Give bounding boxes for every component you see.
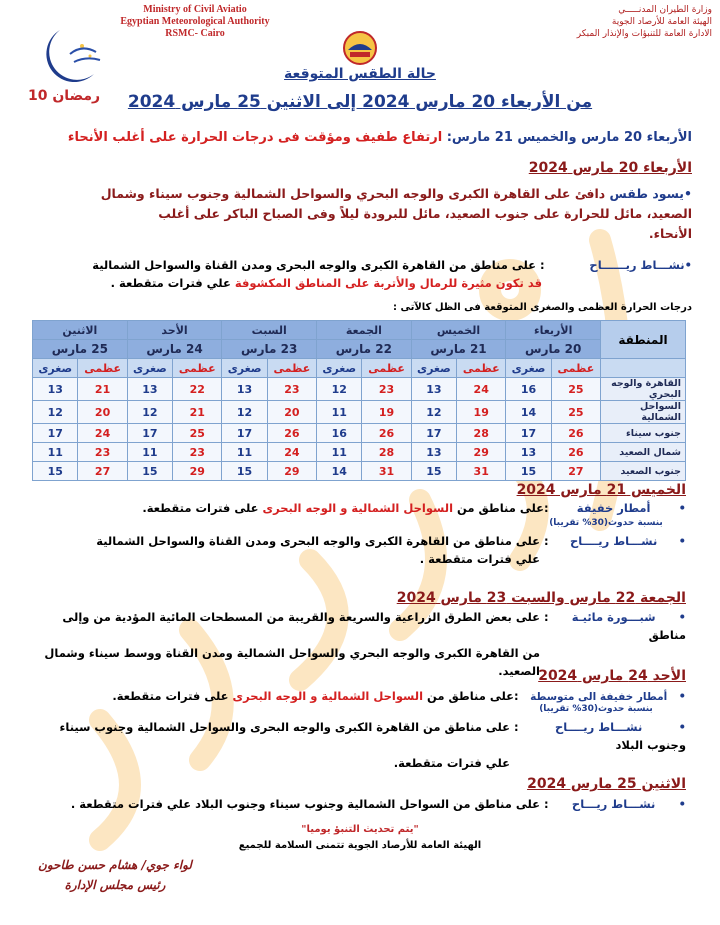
- signature-name: لواء جوي/ هشام حسن طاحون: [38, 858, 192, 872]
- max-label: عظمى: [173, 359, 222, 378]
- fri-fog-label: شبـــورة مائيـة: [571, 610, 656, 624]
- sun-rain-text-a: :على مناطق من: [427, 689, 519, 703]
- day-name: الأحد: [127, 321, 222, 340]
- thu-rain-note: بنسبة حدوث(30% تقريبا): [549, 518, 663, 528]
- min-label: صغرى: [127, 359, 172, 378]
- min-temp-cell: 17: [33, 424, 78, 443]
- min-temp-cell: 11: [33, 443, 78, 462]
- max-temp-cell: 23: [362, 378, 411, 401]
- day-date: 22 مارس: [317, 340, 412, 359]
- fri-fog-line1: : على بعض الطرق الزراعية والسريعة والقريبة من المسطحات المائية المؤدية من وإلى مناطق: [62, 610, 686, 642]
- wed-section-title: الأربعاء 20 مارس 2024: [528, 160, 692, 176]
- table-row: [33, 424, 686, 443]
- min-temp-cell: 12: [222, 401, 267, 424]
- region-cell: القاهرة والوجه البحري: [601, 378, 686, 401]
- day-name: الاثنين: [33, 321, 128, 340]
- header-arabic: [492, 4, 712, 40]
- mon-wind-label: نشـــاط ريـــاح: [571, 797, 656, 811]
- day-name: الأربعاء: [506, 321, 601, 340]
- wed-weather-line2d: ليلاً وفى الصباح الباكر على أغلب: [158, 206, 360, 221]
- min-temp-cell: 12: [411, 401, 456, 424]
- bullet-icon: •: [678, 720, 686, 734]
- day-name: السبت: [222, 321, 317, 340]
- min-temp-cell: 13: [33, 378, 78, 401]
- day-name: الجمعة: [317, 321, 412, 340]
- wed-weather-line2a: الصعيد،: [646, 206, 692, 221]
- max-temp-cell: 20: [267, 401, 316, 424]
- summary-label: الأربعاء 20 مارس والخميس 21 مارس:: [446, 130, 692, 145]
- fri-section-title: الجمعة 22 مارس والسبت 23 مارس 2024: [396, 590, 686, 606]
- min-temp-cell: 17: [222, 424, 267, 443]
- min-temp-cell: 14: [506, 401, 551, 424]
- summary-text: ارتفاع طفيف ومؤقت فى درجات الحرارة على أغلب الأنحاء: [67, 130, 443, 145]
- wed-wind-red: قد تكون مثيرة للرمال والأتربة على المناطق المكشوفة: [234, 276, 542, 290]
- max-temp-cell: 21: [78, 378, 127, 401]
- max-temp-cell: 20: [78, 401, 127, 424]
- bullet-icon: •: [678, 534, 686, 548]
- temperature-rows: [33, 378, 686, 481]
- day-date: 24 مارس: [127, 340, 222, 359]
- bullet-icon: •: [678, 797, 686, 811]
- bullet-icon: •: [678, 610, 686, 624]
- blank-cell: [601, 359, 686, 378]
- max-label: عظمى: [362, 359, 411, 378]
- summary-line: [12, 128, 692, 148]
- update-note: "يتم تحديث التنبؤ يوميا": [301, 824, 419, 835]
- min-label: صغرى: [506, 359, 551, 378]
- min-temp-cell: 17: [506, 424, 551, 443]
- min-temp-cell: 15: [506, 462, 551, 481]
- min-label: صغرى: [33, 359, 78, 378]
- max-temp-cell: 31: [457, 462, 506, 481]
- min-temp-cell: 12: [317, 378, 362, 401]
- max-temp-cell: 27: [78, 462, 127, 481]
- max-label: عظمى: [267, 359, 316, 378]
- sun-wind-label: نشـــاط ريــــاح: [554, 720, 643, 734]
- min-temp-cell: 15: [222, 462, 267, 481]
- table-row: [33, 378, 686, 401]
- max-temp-cell: 28: [457, 424, 506, 443]
- max-temp-cell: 26: [551, 424, 600, 443]
- min-temp-cell: 16: [317, 424, 362, 443]
- max-temp-cell: 29: [267, 462, 316, 481]
- day-name: الخميس: [411, 321, 506, 340]
- max-temp-cell: 23: [173, 443, 222, 462]
- wed-weather-prefix: يسود طقس: [609, 186, 684, 201]
- max-temp-cell: 22: [173, 378, 222, 401]
- thu-rain-label: أمطار خفيفة: [576, 501, 651, 515]
- min-temp-cell: 11: [317, 401, 362, 424]
- min-temp-cell: 11: [127, 443, 172, 462]
- min-temp-cell: 13: [222, 378, 267, 401]
- thu-wind-line2: علي فترات متقطعة .: [419, 552, 540, 566]
- bullet-icon: •: [684, 186, 692, 201]
- max-temp-cell: 25: [551, 378, 600, 401]
- day-date: 20 مارس: [506, 340, 601, 359]
- table-row: [33, 443, 686, 462]
- thu-rain-text-a: :على مناطق من: [457, 501, 549, 515]
- sun-rain-text-red: السواحل الشمالية و الوجه البحرى: [232, 689, 424, 703]
- ramadan-crescent-icon: [30, 24, 110, 94]
- max-temp-cell: 25: [551, 401, 600, 424]
- bullet-icon: •: [684, 258, 692, 272]
- max-temp-cell: 19: [362, 401, 411, 424]
- min-temp-cell: 11: [317, 443, 362, 462]
- wed-weather-line2b: مائل للحرارة على جنوب الصعيد،: [444, 206, 643, 221]
- table-row: [33, 462, 686, 481]
- region-cell: السواحل الشمالية: [601, 401, 686, 424]
- max-temp-cell: 23: [267, 378, 316, 401]
- max-temp-cell: 31: [362, 462, 411, 481]
- header-en-line: Egyptian Meteorological Authority: [120, 16, 270, 27]
- wed-weather-line3: الأنحاء.: [648, 226, 692, 241]
- max-label: عظمى: [457, 359, 506, 378]
- wed-wind-label: نشـــاط ريــــــاح: [589, 258, 685, 272]
- min-temp-cell: 13: [127, 378, 172, 401]
- header-en-line: Ministry of Civil Aviatio: [143, 4, 247, 15]
- min-temp-cell: 16: [506, 378, 551, 401]
- bulletin-period: من الأربعاء 20 مارس 2024 إلى الاثنين 25 مارس 2024: [127, 92, 593, 112]
- thu-rain: [26, 498, 686, 518]
- max-temp-cell: 19: [457, 401, 506, 424]
- day-date: 23 مارس: [222, 340, 317, 359]
- min-temp-cell: 12: [127, 401, 172, 424]
- min-temp-cell: 14: [317, 462, 362, 481]
- min-temp-cell: 15: [411, 462, 456, 481]
- sun-rain-text-b: على فترات متقطعة.: [112, 689, 229, 703]
- header-en-line: RSMC- Cairo: [165, 28, 225, 39]
- footer-wish: الهيئة العامة للأرصاد الجوية تتمنى السلامة للجميع: [238, 840, 482, 851]
- sun-wind-line2: علي فترات متقطعة.: [393, 756, 510, 770]
- mon-wind: [26, 794, 686, 814]
- day-date: 25 مارس: [33, 340, 128, 359]
- thu-wind: [26, 532, 686, 568]
- max-temp-cell: 26: [362, 424, 411, 443]
- min-temp-cell: 15: [127, 462, 172, 481]
- min-label: صغرى: [222, 359, 267, 378]
- max-temp-cell: 26: [267, 424, 316, 443]
- region-cell: جنوب سيناء: [601, 424, 686, 443]
- header-ar-line: الهيئة العامة للأرصاد الجوية: [611, 17, 712, 27]
- min-temp-cell: 12: [33, 401, 78, 424]
- wed-wind-text: : على مناطق من القاهرة الكبرى والوجه البحرى ومدن القناة والسواحل الشمالية: [92, 258, 545, 272]
- header-ar-line: الادارة العامة للتنبؤات والإنذار المبكر: [576, 29, 712, 39]
- min-label: صغرى: [317, 359, 362, 378]
- max-temp-cell: 24: [457, 378, 506, 401]
- mon-section-title: الاثنين 25 مارس 2024: [527, 776, 686, 792]
- thu-section-title: الخميس 21 مارس 2024: [516, 482, 686, 498]
- table-caption: درجات الحرارة العظمى والصغرى المتوقعة فى الظل كالآتى :: [392, 302, 692, 313]
- wed-wind: [12, 256, 692, 292]
- table-row: [33, 401, 686, 424]
- bullet-icon: •: [678, 501, 686, 515]
- max-temp-cell: 27: [551, 462, 600, 481]
- minmax-header-row: [33, 359, 686, 378]
- temperature-table: [32, 320, 686, 481]
- max-temp-cell: 23: [78, 443, 127, 462]
- wed-weather-line2c: مائل للبرودة: [363, 206, 441, 221]
- ramadan-date: 10 رمضان: [28, 88, 101, 104]
- max-temp-cell: 24: [267, 443, 316, 462]
- max-temp-cell: 28: [362, 443, 411, 462]
- bullet-icon: •: [678, 689, 686, 703]
- max-label: عظمى: [551, 359, 600, 378]
- wed-weather: [22, 184, 692, 244]
- max-temp-cell: 24: [78, 424, 127, 443]
- thu-wind-line1: : على مناطق من القاهرة الكبرى والوجه البحرى ومدن القناة والسواحل الشمالية: [96, 534, 549, 548]
- wed-weather-line1: دافئ على القاهرة الكبرى والوجه البحري والسواحل الشمالية وجنوب سيناء وشمال: [100, 186, 606, 201]
- thu-wind-label: نشـــاط ريــــاح: [569, 534, 658, 548]
- min-label: صغرى: [411, 359, 456, 378]
- region-cell: شمال الصعيد: [601, 443, 686, 462]
- sun-rain-label: أمطار خفيفة الى متوسطة: [530, 691, 668, 703]
- max-temp-cell: 25: [173, 424, 222, 443]
- header-english: [110, 4, 280, 40]
- min-temp-cell: 13: [411, 378, 456, 401]
- min-temp-cell: 11: [222, 443, 267, 462]
- mon-wind-line1: : على مناطق من السواحل الشمالية وجنوب سيناء وجنوب البلاد علي فترات متقطعة .: [70, 797, 549, 811]
- max-temp-cell: 29: [173, 462, 222, 481]
- bulletin-title: حالة الطقس المتوقعة: [284, 66, 436, 82]
- fri-fog-line2: من القاهرة الكبرى والوجه البحري والسواحل الشمالية ومدن القناة ووسط سيناء وشمال الصعيد.: [44, 646, 540, 678]
- header-ar-line: وزارة الطيران المدنـــــي: [618, 5, 712, 15]
- min-temp-cell: 13: [411, 443, 456, 462]
- max-temp-cell: 26: [551, 443, 600, 462]
- region-cell: جنوب الصعيد: [601, 462, 686, 481]
- wed-wind-end: علي فترات متقطعة .: [110, 276, 231, 290]
- authority-logo-icon: [342, 30, 378, 66]
- sun-wind: [26, 718, 686, 772]
- sun-rain-note: بنسبة حدوث(30% تقريبا): [539, 704, 653, 714]
- min-temp-cell: 17: [127, 424, 172, 443]
- day-date: 21 مارس: [411, 340, 506, 359]
- region-header: المنطقة: [601, 321, 686, 359]
- thu-rain-text-b: على فترات متقطعة.: [142, 501, 259, 515]
- min-temp-cell: 17: [411, 424, 456, 443]
- min-temp-cell: 13: [506, 443, 551, 462]
- max-label: عظمى: [78, 359, 127, 378]
- max-temp-cell: 21: [173, 401, 222, 424]
- thu-rain-text-red: السواحل الشمالية و الوجه البحرى: [262, 501, 454, 515]
- sun-section-title: الأحد 24 مارس 2024: [538, 668, 686, 684]
- signature-title: رئيس مجلس الإدارة: [64, 878, 166, 892]
- max-temp-cell: 29: [457, 443, 506, 462]
- sun-wind-line1: : على مناطق من القاهرة الكبرى والوجه البحرى والسواحل الشمالية وجنوب سيناء وجنوب البلاد: [59, 720, 686, 752]
- min-temp-cell: 15: [33, 462, 78, 481]
